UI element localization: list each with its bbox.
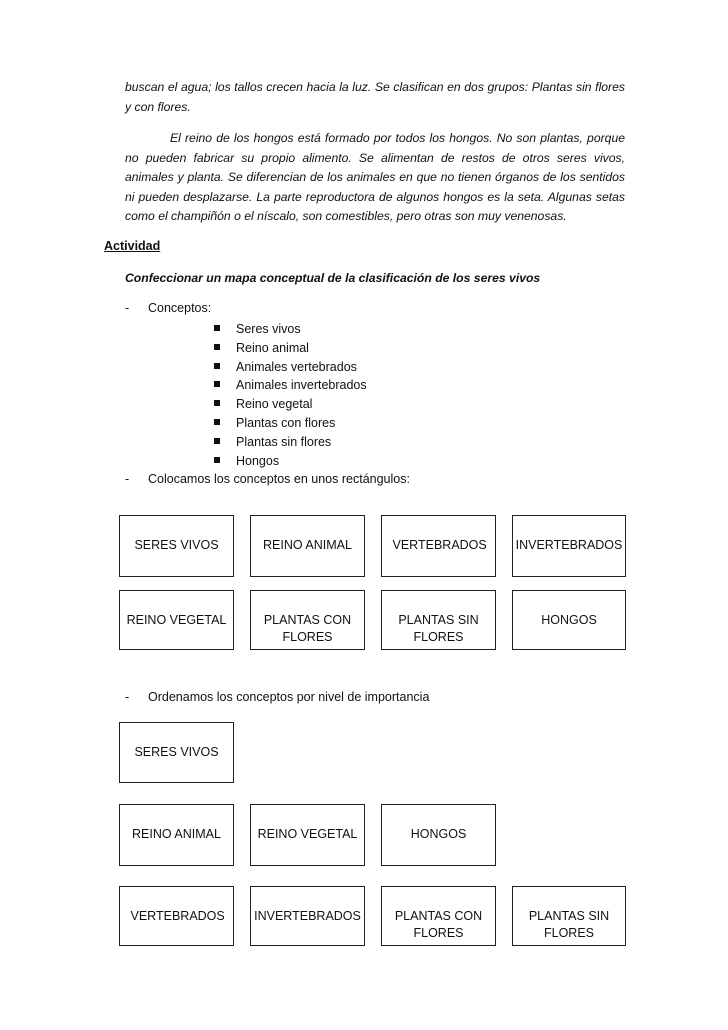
hierarchy-box-invertebrados: INVERTEBRADOS	[250, 886, 365, 946]
activity-heading: Actividad	[104, 239, 161, 253]
activity-title: Confeccionar un mapa conceptual de la clasificación de los seres vivos	[125, 271, 541, 285]
paragraph-plants-end: buscan el agua; los tallos crecen hacia la luz. Se clasifican en dos grupos: Plantas sin flores y con flores.	[125, 80, 625, 114]
hierarchy-box-seres-vivos: SERES VIVOS	[119, 722, 234, 783]
hierarchy-box-plantas-sin-flores: PLANTAS SIN FLORES	[512, 886, 626, 946]
square-bullet-icon	[214, 438, 220, 444]
concept-box-seres-vivos: SERES VIVOS	[119, 515, 234, 577]
hierarchy-box-reino-animal: REINO ANIMAL	[119, 804, 234, 866]
step-rectangles-label: Colocamos los conceptos en unos rectángulos:	[148, 472, 410, 486]
concept-box-reino-animal: REINO ANIMAL	[250, 515, 365, 577]
square-bullet-icon	[214, 457, 220, 463]
concept-box-hongos: HONGOS	[512, 590, 626, 650]
hierarchy-box-plantas-con-flores: PLANTAS CON FLORES	[381, 886, 496, 946]
square-bullet-icon	[214, 325, 220, 331]
concept-item: Reino animal	[214, 339, 367, 358]
square-bullet-icon	[214, 400, 220, 406]
step-rectangles	[125, 472, 410, 486]
concept-list	[214, 320, 367, 470]
step-ordering-label: Ordenamos los conceptos por nivel de importancia	[148, 690, 430, 704]
step-concepts-label: Conceptos:	[148, 301, 212, 315]
dash-marker: -	[125, 690, 130, 704]
concept-box-invertebrados: INVERTEBRADOS	[512, 515, 626, 577]
concept-item: Animales vertebrados	[214, 358, 367, 377]
concept-item: Seres vivos	[214, 320, 367, 339]
hierarchy-box-hongos: HONGOS	[381, 804, 496, 866]
concept-item: Hongos	[214, 452, 367, 471]
hierarchy-box-vertebrados: VERTEBRADOS	[119, 886, 234, 946]
square-bullet-icon	[214, 363, 220, 369]
concept-item: Plantas sin flores	[214, 433, 367, 452]
dash-marker: -	[125, 472, 130, 486]
square-bullet-icon	[214, 381, 220, 387]
dash-marker: -	[125, 301, 130, 315]
step-ordering	[125, 690, 429, 704]
paragraph-fungi: El reino de los hongos está formado por todos los hongos. No son plantas, porque no pueden fabricar su propio alimento. Se alimentan de restos de otros seres vivos, animales y planta. Se diferencian de los animales en que no tienen órganos de los sentidos ni pueden desplazarse. La parte reproductora de algunos hongos es la seta. Algunas setas como el champiñón o el níscalo, son comestibles, pero otras son muy venenosas.	[125, 131, 625, 223]
square-bullet-icon	[214, 344, 220, 350]
concept-box-reino-vegetal: REINO VEGETAL	[119, 590, 234, 650]
concept-item: Animales invertebrados	[214, 376, 367, 395]
hierarchy-box-reino-vegetal: REINO VEGETAL	[250, 804, 365, 866]
concept-box-vertebrados: VERTEBRADOS	[381, 515, 496, 577]
square-bullet-icon	[214, 419, 220, 425]
concept-item: Plantas con flores	[214, 414, 367, 433]
concept-item: Reino vegetal	[214, 395, 367, 414]
concept-box-plantas-con-flores: PLANTAS CON FLORES	[250, 590, 365, 650]
concept-box-plantas-sin-flores: PLANTAS SIN FLORES	[381, 590, 496, 650]
step-concepts	[125, 301, 211, 315]
